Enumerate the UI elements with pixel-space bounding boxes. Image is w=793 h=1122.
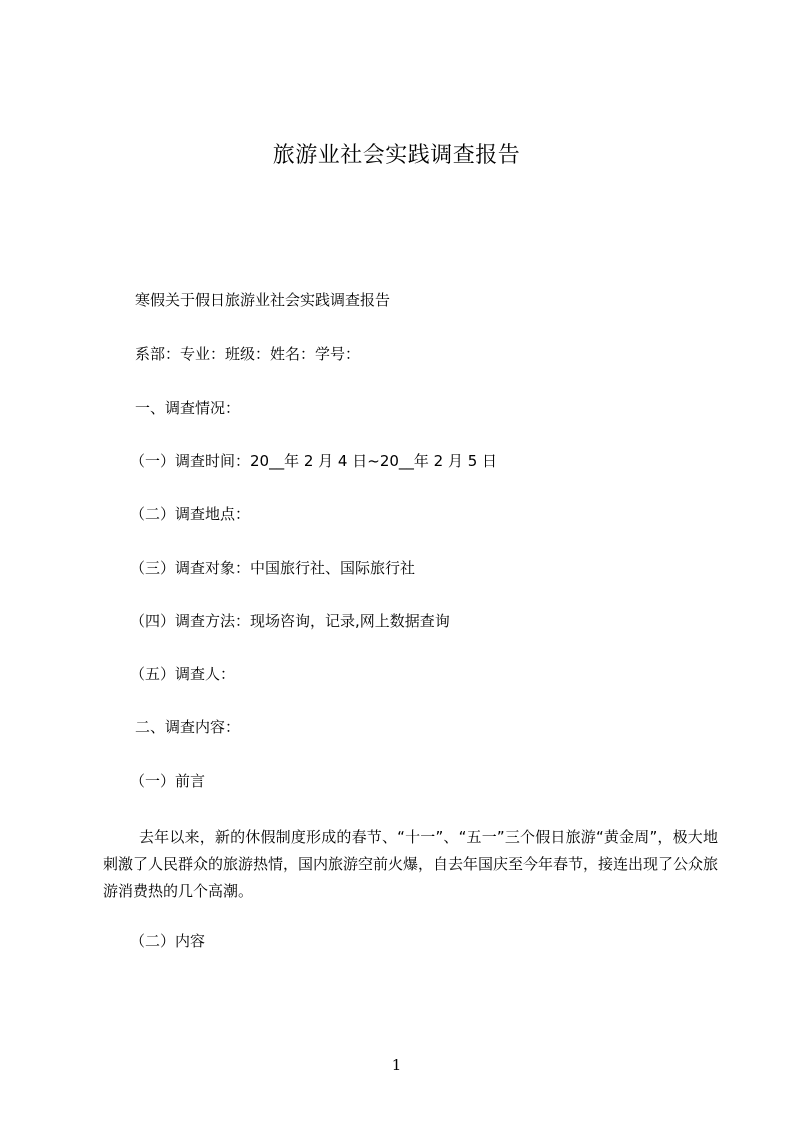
survey-location-item: （二）调查地点： bbox=[130, 505, 251, 523]
section-heading-content: 二、调查内容： bbox=[135, 718, 241, 736]
document-title: 旅游业社会实践调查报告 bbox=[272, 143, 521, 168]
page-number: 1 bbox=[391, 1056, 402, 1074]
surveyor-item: （五）调查人： bbox=[130, 665, 236, 683]
subsection-content: （二）内容 bbox=[130, 932, 206, 950]
student-info-line: 系部：专业：班级：姓名：学号： bbox=[135, 345, 361, 363]
subsection-preface: （一）前言 bbox=[130, 772, 206, 790]
survey-method-item: （四）调查方法：现场咨询，记录,网上数据查询 bbox=[130, 612, 450, 630]
preface-paragraph: 去年以来，新的休假制度形成的春节、“十一”、“五一”三个假日旅游“黄金周”，极大地刺激了人民群众的旅游热情，国内旅游空前火爆，自去年国庆至今年春节，接连出现了公众旅游消费热的几个高潮。 bbox=[103, 828, 719, 900]
section-heading-survey: 一、调查情况： bbox=[135, 399, 241, 417]
survey-time-item: （一）调查时间：20__年 2 月 4 日~20__年 2 月 5 日 bbox=[130, 452, 498, 470]
survey-target-item: （三）调查对象：中国旅行社、国际旅行社 bbox=[130, 559, 416, 577]
report-subtitle: 寒假关于假日旅游业社会实践调查报告 bbox=[135, 291, 391, 309]
